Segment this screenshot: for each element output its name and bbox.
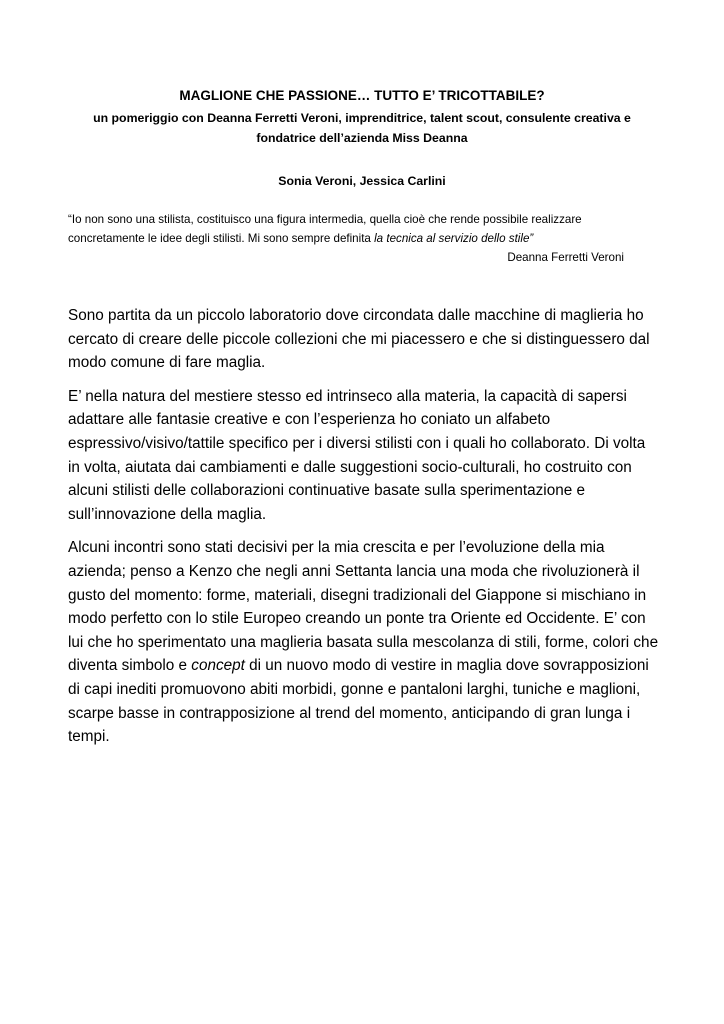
quote-italic-text: la tecnica al servizio dello stile”: [374, 232, 534, 245]
paragraph-3-text-start: Alcuni incontri sono stati decisivi per la mia crescita e per l’evoluzione della mia azienda; penso a Kenzo che negli anni Settanta lancia una moda che rivoluzionerà il gusto del momento: forme, materiali, disegni tradizionali del Giappone si mischiano in modo perfetto con lo stile Europeo creando un ponte tra Oriente ed Occidente. E’ con lui che ho sperimentato una maglieria basata sulla mescolanza di stili, forme, colori che diventa simbolo e: [68, 539, 659, 675]
paragraph-1: Sono partita da un piccolo laboratorio dove circondata dalle macchine di maglieria ho cercato di creare delle piccole collezioni che mi piacessero e che si distinguessero dal modo comune di fare maglia.: [68, 307, 650, 372]
paragraph-3: [68, 536, 660, 748]
epigraph-quote: [68, 210, 658, 248]
paragraph-3-text-end: di un nuovo modo di vestire in maglia dove sovrapposizioni di capi inediti promuovono abiti morbidi, gonne e pantaloni larghi, tuniche e maglioni, scarpe basse in contrapposizione al trend del momento, anticipando di gran lunga i tempi.: [68, 657, 649, 746]
paragraph-2: E’ nella natura del mestiere stesso ed intrinseco alla materia, la capacità di sapersi adattare alle fantasie creative e con l’esperienza ho coniato un alfabeto espressivo/visivo/tattile specifico per i diversi stilisti con i quali ho collaborato. Di volta in volta, aiutata dai cambiamenti e dalle suggestioni socio-culturali, ho costruito con alcuni stilisti delle collaborazioni continuative basate sulla sperimentazione e sull’innovazione della maglia.: [68, 387, 646, 523]
document-title: MAGLIONE CHE PASSIONE… TUTTO E’ TRICOTTABILE?: [179, 88, 545, 103]
quote-text: “Io non sono una stilista, costituisco una figura intermedia, quella cioè che rende possibile realizzare concretamente le idee degli stilisti. Mi sono sempre definita: [68, 213, 582, 245]
body-text: [68, 304, 660, 759]
document-authors: Sonia Veroni, Jessica Carlini: [278, 174, 446, 188]
quote-author: Deanna Ferretti Veroni: [507, 251, 624, 264]
document-subtitle: un pomeriggio con Deanna Ferretti Veroni, imprenditrice, talent scout, consulente creativa e fondatrice dell’azienda Miss Deanna: [93, 111, 631, 145]
paragraph-3-italic: concept: [191, 657, 245, 675]
